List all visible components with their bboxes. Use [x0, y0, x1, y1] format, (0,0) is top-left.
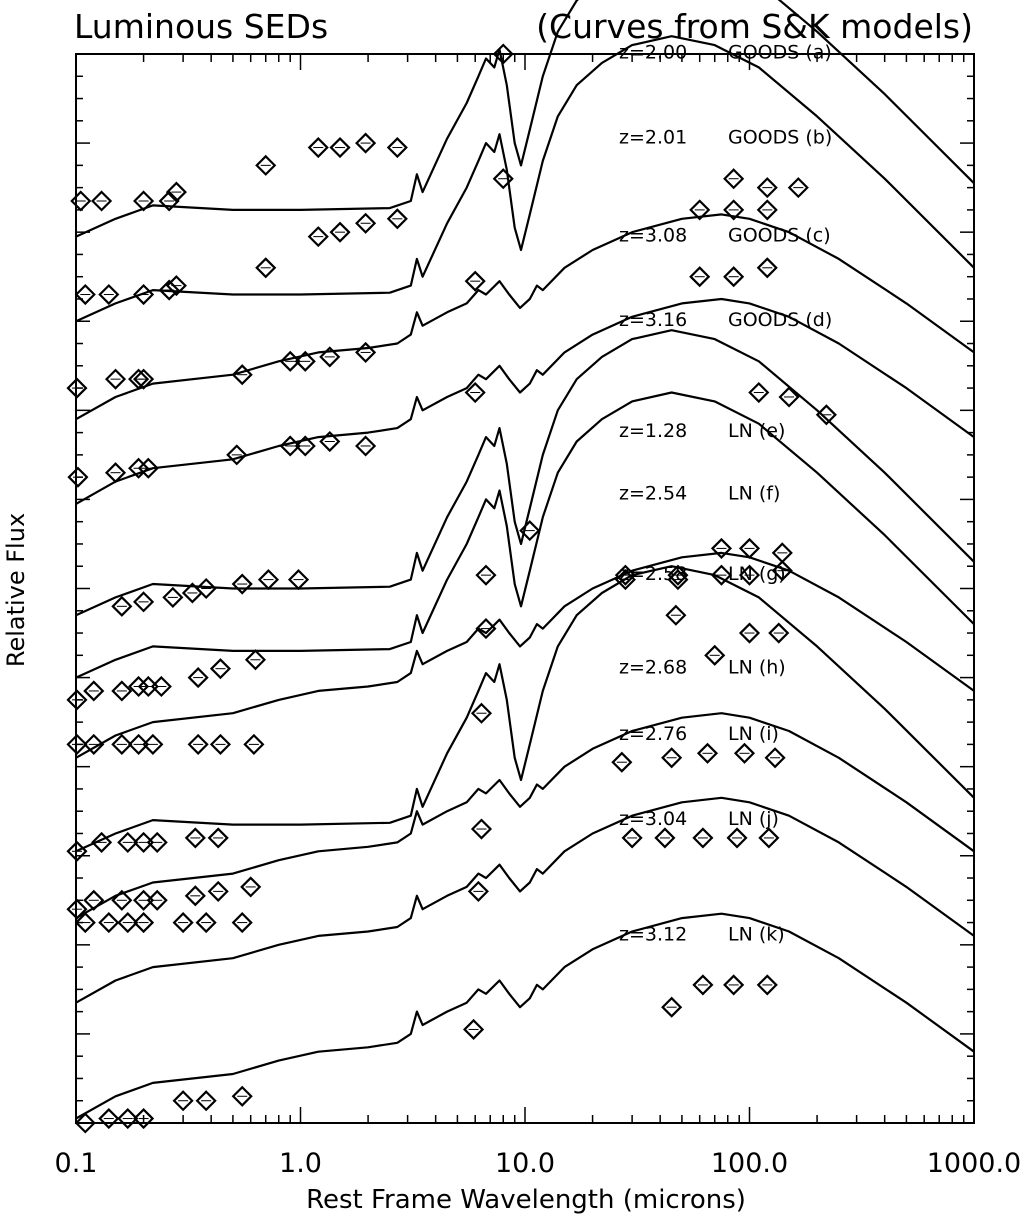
sed-label-survey-k: LN (k): [728, 923, 785, 946]
sed-label-z-f: z=2.54: [619, 482, 688, 505]
sed-label-z-j: z=3.04: [619, 807, 688, 830]
sed-label-survey-b: GOODS (b): [728, 126, 833, 149]
sed-curve-b: [76, 36, 974, 321]
x-tick-label: 100.0: [710, 1148, 789, 1179]
sed-label-z-d: z=3.16: [619, 308, 688, 331]
sed-label-survey-e: LN (e): [728, 420, 786, 443]
x-tick-label: 1.0: [279, 1148, 322, 1179]
x-axis-label: Rest Frame Wavelength (microns): [306, 1185, 746, 1215]
sed-curve-k: [76, 914, 974, 1119]
sed-label-survey-a: GOODS (a): [728, 41, 832, 64]
sed-label-z-k: z=3.12: [619, 923, 688, 946]
sed-curve-e: [76, 330, 974, 615]
sed-label-survey-c: GOODS (c): [728, 224, 831, 247]
x-tick-label: 1000.0: [926, 1148, 1022, 1179]
y-axis-label: Relative Flux: [2, 512, 30, 668]
sed-curve-d: [76, 299, 974, 504]
sed-label-z-a: z=2.00: [619, 41, 688, 64]
data-points: [68, 0, 835, 1132]
sed-label-survey-g: LN (g): [728, 562, 786, 585]
sed-label-survey-i: LN (i): [728, 723, 779, 746]
sed-curve-h: [76, 566, 974, 851]
sed-curve-j: [76, 798, 974, 1003]
sed-label-survey-j: LN (j): [728, 807, 779, 830]
sed-label-z-b: z=2.01: [619, 126, 688, 149]
x-tick-label: 0.1: [54, 1148, 98, 1179]
sed-label-survey-h: LN (h): [728, 656, 786, 679]
chart-subtitle: (Curves from S&K models): [536, 7, 973, 46]
sed-label-z-c: z=3.08: [619, 224, 688, 247]
sed-curves: [76, 0, 974, 1119]
sed-label-survey-f: LN (f): [728, 482, 781, 505]
sed-label-z-i: z=2.76: [619, 723, 688, 746]
sed-label-z-g: z=2.58: [619, 562, 688, 585]
sed-label-z-h: z=2.68: [619, 656, 688, 679]
x-tick-labels: [55, 1148, 1022, 1179]
sed-label-survey-d: GOODS (d): [728, 308, 833, 331]
x-tick-label: 10.0: [494, 1148, 556, 1179]
sed-label-z-e: z=1.28: [619, 420, 688, 443]
chart-title: Luminous SEDs: [74, 7, 329, 46]
